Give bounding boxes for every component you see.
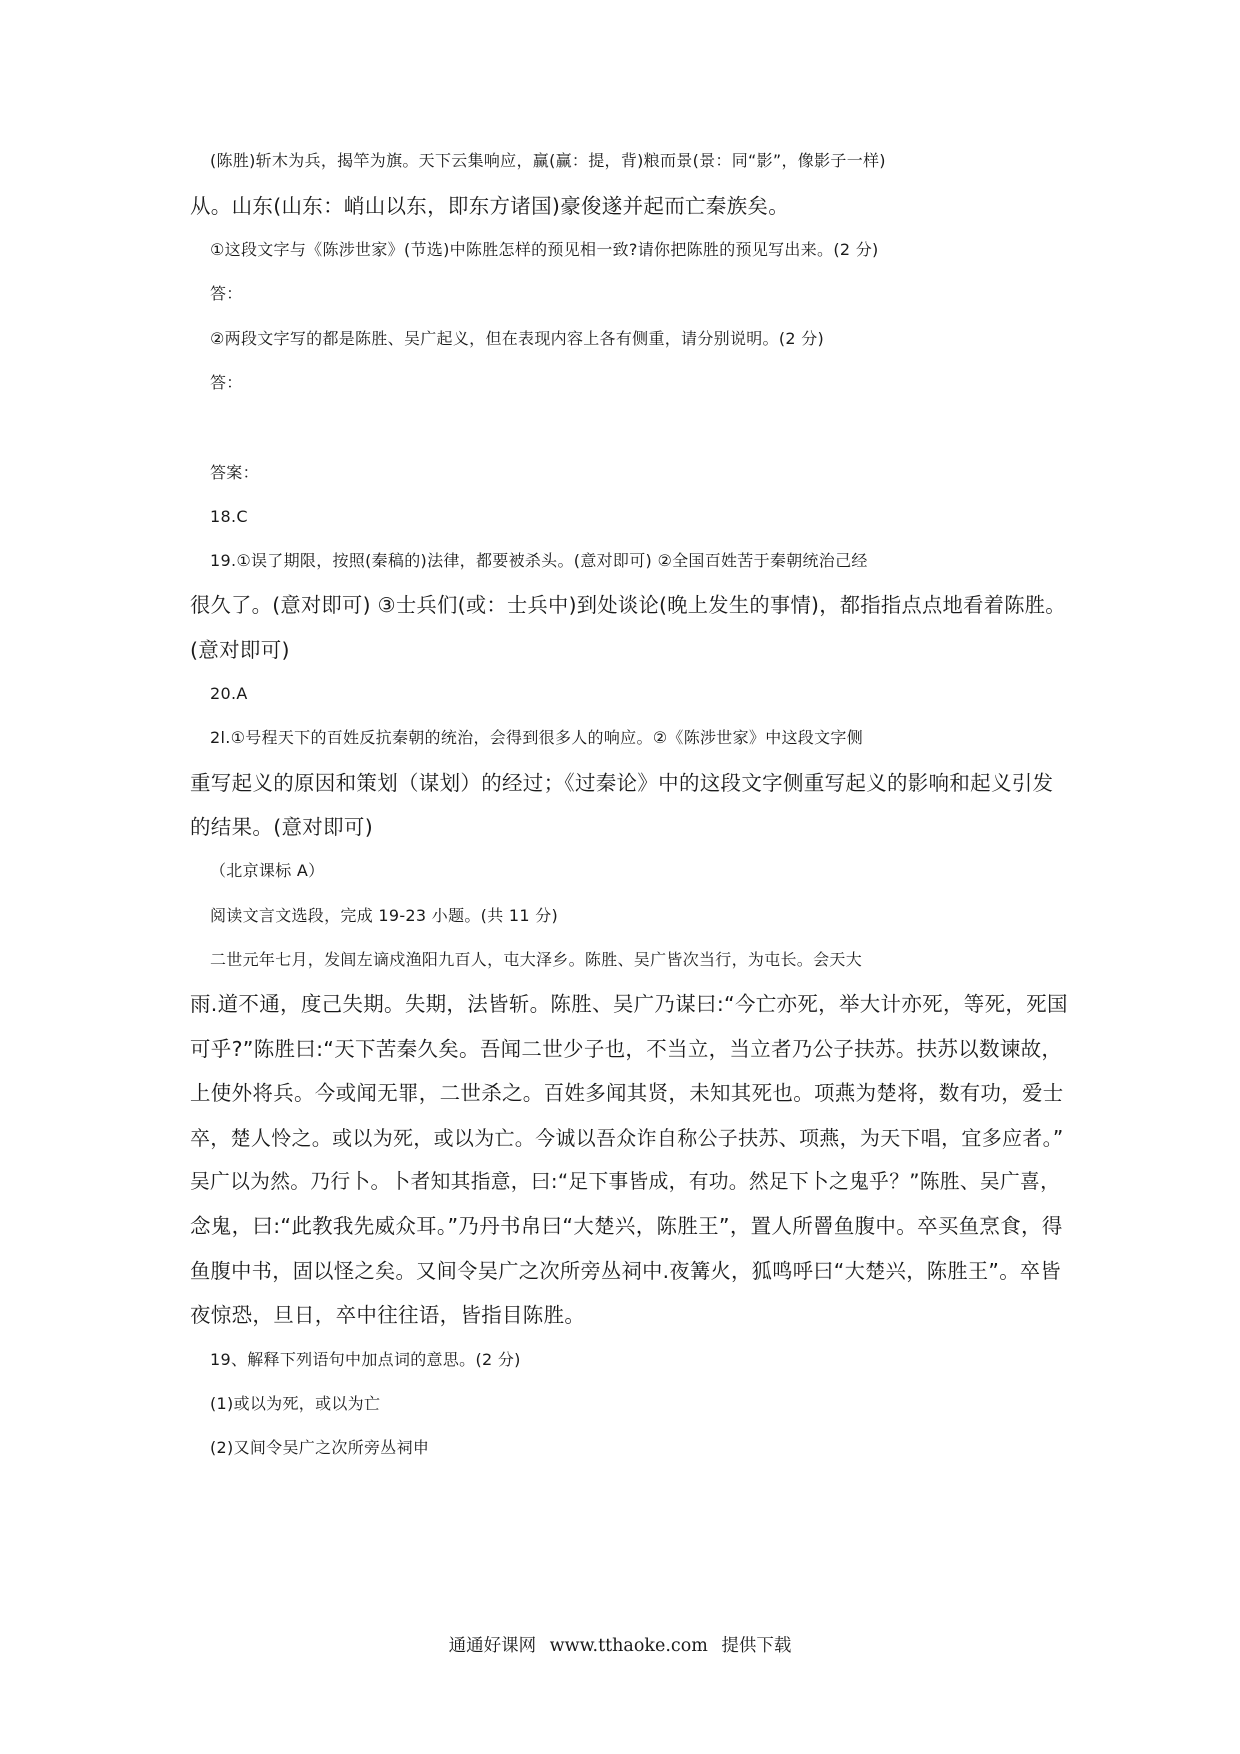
text-line: 重写起义的原因和策划（谋划）的经过；《过秦论》中的这段文字侧重写起义的影响和起义引发 [190, 771, 1054, 795]
passage-line: 上使外将兵。今或闻无罪，二世杀之。百姓多闻其贤，未知其死也。项燕为楚将，数有功，爱士 [190, 1081, 1064, 1105]
question-line: 19、解释下列语句中加点词的意思。(2 分) [210, 1350, 521, 1369]
answer-item: 19.①误了期限，按照(秦稿的)法律，都要被杀头。(意对即可) ②全国百姓苦于秦朝统治己经 [210, 551, 868, 570]
answer-label: 答： [210, 284, 243, 303]
question-line: ①这段文字与《陈涉世家》(节选)中陈胜怎样的预见相一致?请你把陈胜的预见写出来。(2 分) [210, 240, 879, 259]
page-footer [0, 1634, 1240, 1658]
instruction-line: 阅读文言文选段，完成 19-23 小题。(共 11 分) [210, 906, 559, 925]
text-line: (意对即可) [190, 638, 290, 662]
passage-line: 鱼腹中书，固以怪之矣。又间令吴广之次所旁丛祠中.夜篝火，狐鸣呼曰“大楚兴，陈胜王”。卒皆 [190, 1259, 1061, 1283]
footer-site-name: 通通好课网 [448, 1636, 537, 1656]
answer-label: 答： [210, 373, 243, 392]
passage-line: 念鬼，曰:“此教我先威众耳。”乃丹书帛曰“大楚兴，陈胜王”，置人所罾鱼腹中。卒买鱼烹食，得 [190, 1214, 1063, 1238]
passage-line: 夜惊恐，旦日，卒中往往语，皆指目陈胜。 [190, 1303, 586, 1327]
section-heading: （北京课标 A） [210, 861, 325, 880]
footer-suffix: 提供下载 [721, 1636, 792, 1656]
text-line: (陈胜)斩木为兵，揭竿为旗。天下云集响应，赢(赢：提，背)粮而景(景：同“影”，像影子一样) [210, 151, 886, 170]
answer-item: 18.C [210, 507, 248, 526]
answer-item: 20.A [210, 684, 248, 703]
question-line: ②两段文字写的都是陈胜、吴广起义，但在表现内容上各有侧重，请分别说明。(2 分) [210, 329, 825, 348]
text-line: 很久了。(意对即可) ③士兵们(或：士兵中)到处谈论(晚上发生的事情)，都指指点点地看着陈胜。 [190, 593, 1066, 617]
text-line: 从。山东(山东：峭山以东，即东方诸国)豪俊遂并起而亡秦族矣。 [190, 194, 789, 218]
question-subitem: (2)又间令吴广之次所旁丛祠申 [210, 1438, 430, 1457]
passage-line: 吴广以为然。乃行卜。卜者知其指意，曰:“足下事皆成，有功。然足下卜之鬼乎？”陈胜、吴广喜， [190, 1170, 1061, 1193]
passage-line: 二世元年七月，发闾左谪戍渔阳九百人，屯大泽乡。陈胜、吴广皆次当行，为屯长。会天大 [210, 950, 863, 969]
answer-item: 2l.①号程天下的百姓反抗秦朝的统治，会得到很多人的响应。②《陈涉世家》中这段文字侧 [210, 728, 863, 747]
passage-line: 雨.道不通，度己失期。失期，法皆斩。陈胜、吴广乃谋曰:“今亡亦死，举大计亦死，等死，死国 [190, 992, 1068, 1016]
passage-line: 卒，楚人怜之。或以为死，或以为亡。今诚以吾众诈自称公子扶苏、项燕，为天下唱，宜多应者。” [190, 1126, 1064, 1150]
question-subitem: (1)或以为死，或以为亡 [210, 1394, 381, 1413]
footer-site-url: www.tthaoke.com [549, 1636, 708, 1656]
text-line: 的结果。(意对即可) [190, 815, 373, 839]
passage-line: 可乎?”陈胜曰:“天下苦秦久矣。吾闻二世少子也，不当立，当立者乃公子扶苏。扶苏以数谏故， [190, 1037, 1063, 1061]
answers-heading: 答案： [210, 463, 259, 482]
